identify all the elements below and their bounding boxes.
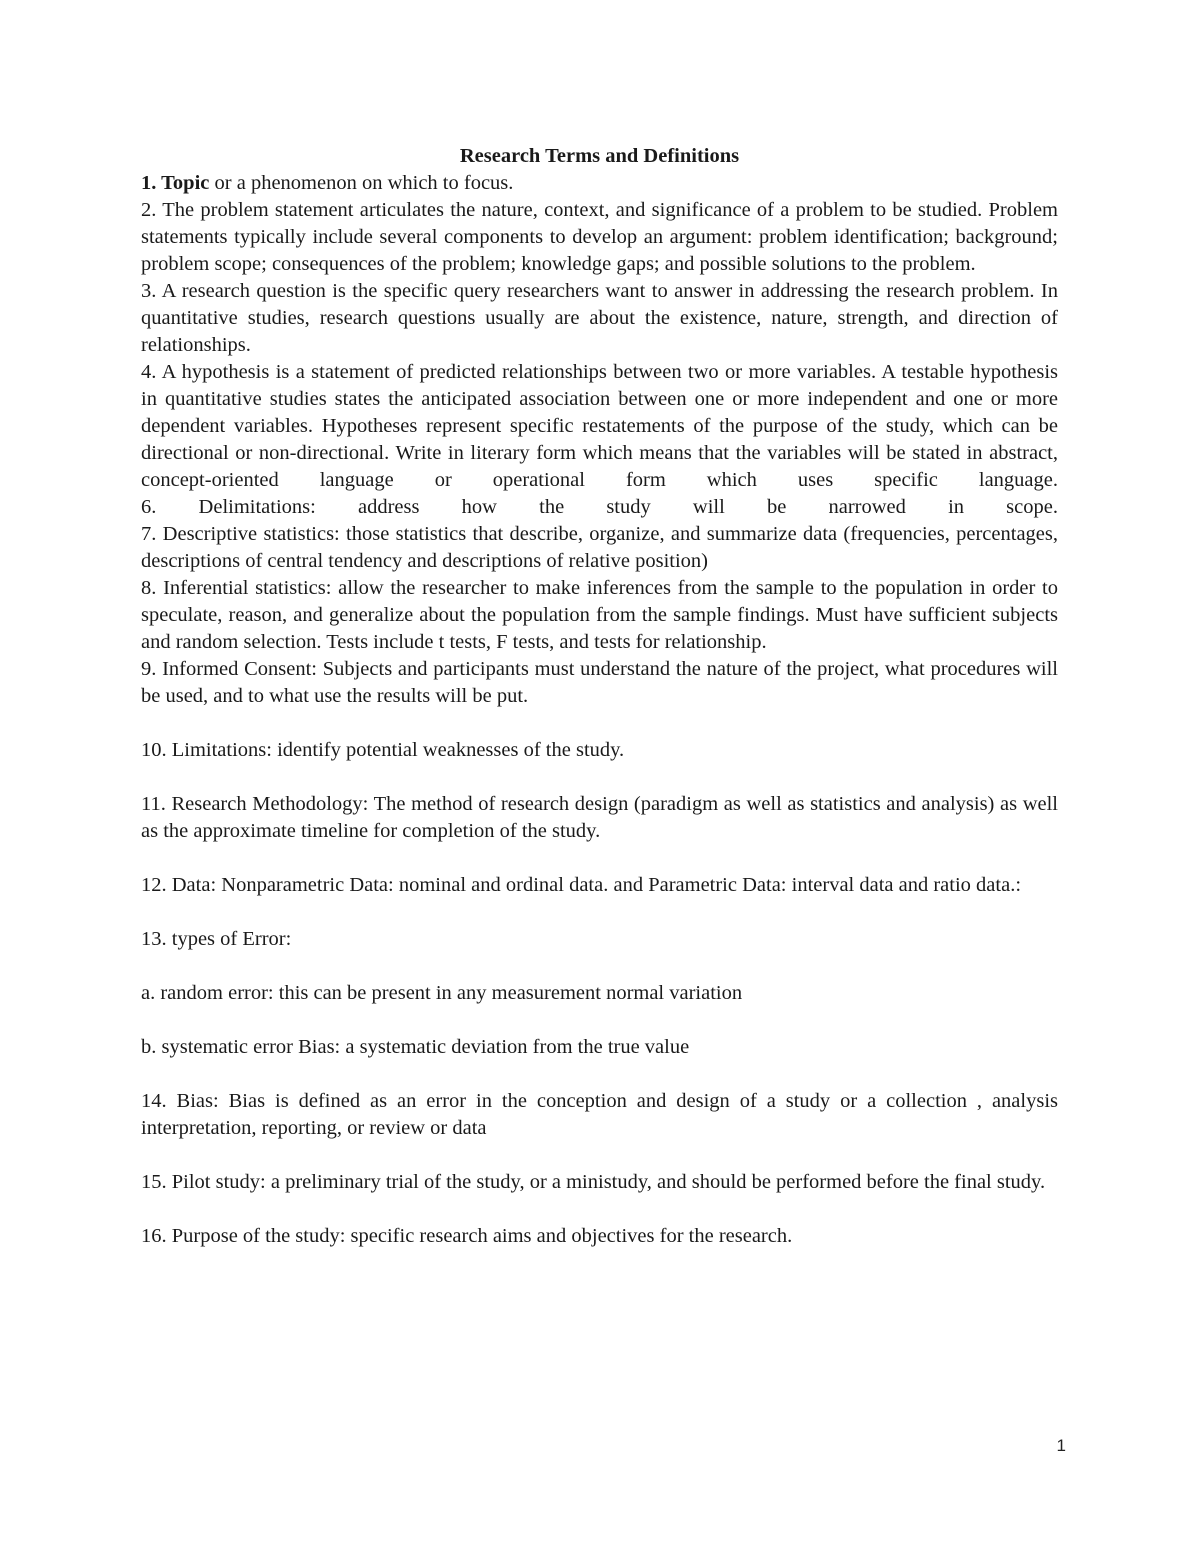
term-item-8: 8. Inferential statistics: allow the researcher to make inferences from the sample to the population in order to speculate, reason, and generalize about the population from the sample findings. Must have sufficient subjects and random selection. Tests include t tests, F tests, and tests for relationship.	[141, 577, 1058, 653]
term-item-4: 4. A hypothesis is a statement of predicted relationships between two or more variables. A testable hypothesis in quantitative studies states the anticipated association between one or more independent and one or more dependent variables. Hypotheses represent specific restatements of the purpose of the study, which can be directional or non-directional. Write in literary form which means that the variables will be stated in abstract, concept-oriented language or operational form which uses specific language.	[141, 361, 1058, 491]
term-item-1-term: Topic	[161, 172, 210, 194]
term-item-3: 3. A research question is the specific query researchers want to answer in addressing the research problem. In quantitative studies, research questions usually are about the existence, nature, strength, and direction of relationships.	[141, 280, 1058, 356]
term-item-14: 14. Bias: Bias is defined as an error in the conception and design of a study or a collection , analysis interpretation, reporting, or review or data	[141, 1090, 1058, 1139]
term-item-13b: b. systematic error Bias: a systematic deviation from the true value	[141, 1036, 690, 1058]
term-item-11: 11. Research Methodology: The method of research design (paradigm as well as statistics and analysis) as well as the approximate timeline for completion of the study.	[141, 793, 1058, 842]
term-item-1-text: or a phenomenon on which to focus.	[209, 172, 514, 194]
term-item-16: 16. Purpose of the study: specific research aims and objectives for the research.	[141, 1225, 793, 1247]
term-item-10: 10. Limitations: identify potential weaknesses of the study.	[141, 739, 625, 761]
term-item-12: 12. Data: Nonparametric Data: nominal and ordinal data. and Parametric Data: interval data and ratio data.:	[141, 874, 1022, 896]
term-item-9: 9. Informed Consent: Subjects and participants must understand the nature of the project, what procedures will be used, and to what use the results will be put.	[141, 658, 1058, 707]
page-number: 1	[1056, 1436, 1066, 1455]
term-item-15: 15. Pilot study: a preliminary trial of the study, or a ministudy, and should be performed before the final study.	[141, 1171, 1046, 1193]
document-title: Research Terms and Definitions	[459, 145, 740, 167]
term-item-7: 7. Descriptive statistics: those statistics that describe, organize, and summarize data (frequencies, percentages, descriptions of central tendency and descriptions of relative position)	[141, 523, 1058, 572]
document-page	[141, 143, 1058, 1250]
term-item-6: 6. Delimitations: address how the study will be narrowed in scope.	[141, 496, 1058, 518]
term-item-13a: a. random error: this can be present in any measurement normal variation	[141, 982, 743, 1004]
term-item-2: 2. The problem statement articulates the nature, context, and significance of a problem to be studied. Problem statements typically include several components to develop an argument: problem identification; background; problem scope; consequences of the problem; knowledge gaps; and possible solutions to the problem.	[141, 199, 1058, 275]
term-item-1-number: 1.	[141, 172, 162, 194]
term-item-1	[141, 170, 1058, 197]
term-item-13: 13. types of Error:	[141, 928, 292, 950]
